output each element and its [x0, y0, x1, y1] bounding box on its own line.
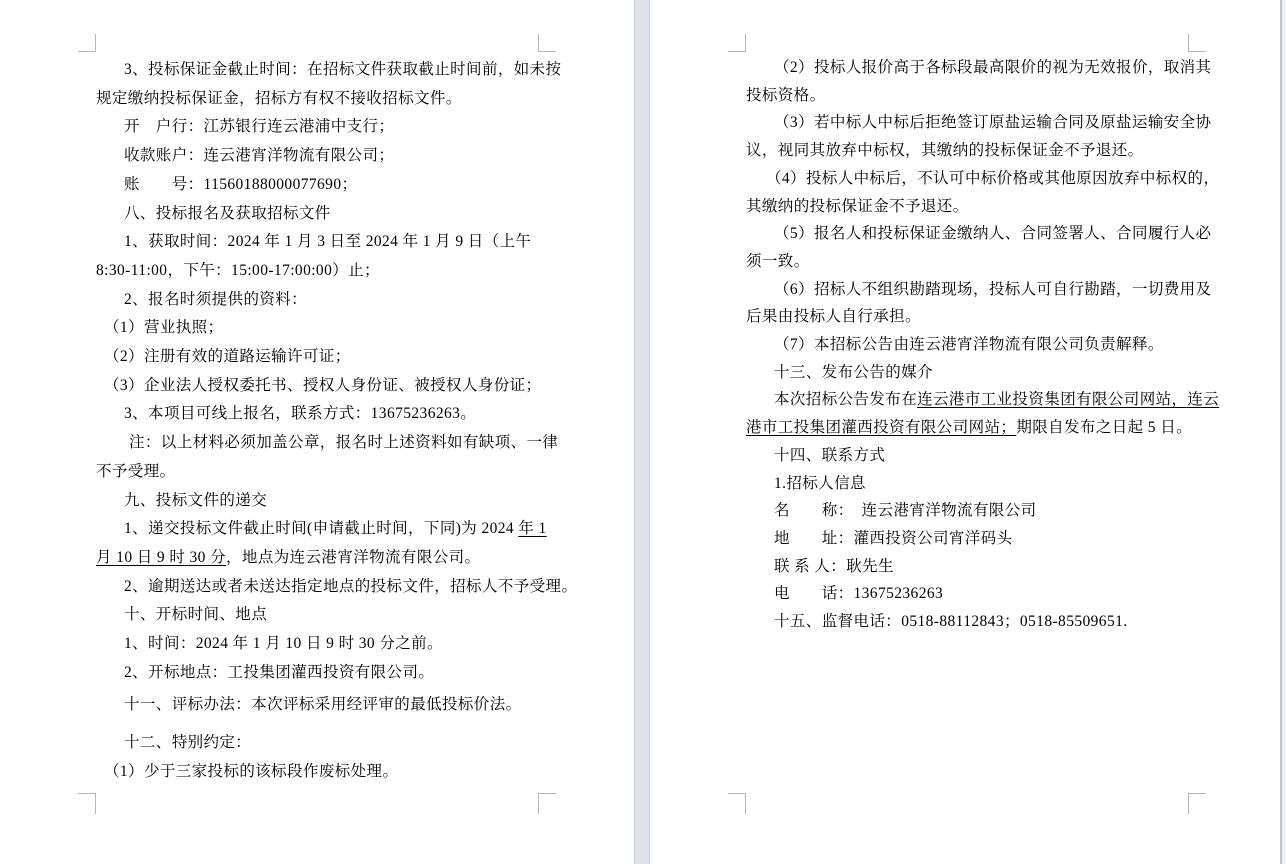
text-line[interactable]: [96, 200, 548, 229]
text-segment: （3）企业法人授权委托书、授权人身份证、被授权人身份证；: [104, 376, 542, 394]
text-segment: （4）投标人中标后，不认可中标价格或其他原因放弃中标权的，: [766, 169, 1220, 187]
text-line[interactable]: [746, 608, 1198, 636]
text-line[interactable]: [746, 359, 1198, 387]
text-line[interactable]: [96, 601, 548, 630]
text-segment: （3）若中标人中标后拒绝签订原盐运输合同及原盐运输安全协: [774, 114, 1212, 132]
text-segment: 3、投标保证金截止时间：在招标文件获取截止时间前，如未按: [124, 61, 562, 78]
text-line[interactable]: [96, 515, 548, 544]
text-segment: 账 号：11560188000077690；: [124, 175, 358, 193]
text-line[interactable]: [746, 497, 1198, 525]
text-line[interactable]: [96, 286, 548, 315]
text-segment: 3、本项目可线上报名，联系方式：13675236263。: [124, 405, 477, 423]
text-segment: 1.招标人信息: [774, 474, 866, 492]
text-line[interactable]: [746, 553, 1198, 581]
text-segment: 十一、评标办法：本次评标采用经评审的最低投标价法。: [124, 696, 522, 714]
text-segment: 不予受理。: [96, 462, 176, 480]
text-line[interactable]: [96, 630, 548, 659]
text-line[interactable]: [746, 54, 1212, 82]
text-line[interactable]: [746, 525, 1198, 553]
text-line[interactable]: [96, 314, 548, 343]
text-line[interactable]: [96, 487, 548, 516]
text-segment: 联 系 人：耿先生: [774, 557, 894, 575]
margin-crop-mark-bottom-left: [728, 793, 746, 814]
text-segment: 1、时间：2024 年 1 月 10 日 9 时 30 分之前。: [124, 635, 443, 653]
text-segment: 议，视同其放弃中标权，其缴纳的投标保证金不予退还。: [746, 142, 1144, 160]
text-segment: 十五、监督电话：0518-88112843；0518-85509651.: [774, 613, 1128, 631]
text-line[interactable]: [96, 142, 548, 171]
margin-crop-mark-bottom-right: [538, 793, 556, 814]
text-segment: 后果由投标人自行承担。: [746, 308, 921, 326]
text-line[interactable]: [746, 165, 1220, 193]
underlined-text: 年 1: [518, 520, 547, 538]
text-line[interactable]: [746, 193, 1198, 221]
text-segment: 地 址：灌西投资公司宵洋码头: [774, 529, 1013, 547]
underlined-text: 港市工投集团灌西投资有限公司网站；: [746, 419, 1017, 437]
text-line[interactable]: [96, 113, 548, 142]
text-segment: 八、投标报名及获取招标文件: [124, 204, 331, 222]
underlined-text: 连云港市工业投资集团有限公司网站，连云: [917, 391, 1220, 409]
text-segment: （2）投标人报价高于各标段最高限价的视为无效报价，取消其: [774, 59, 1212, 76]
text-line[interactable]: [96, 171, 548, 200]
text-segment: 投标资格。: [746, 86, 826, 104]
text-segment: （2）注册有效的道路运输许可证；: [104, 348, 351, 366]
text-segment: 电 话：13675236263: [774, 585, 944, 603]
text-segment: 2、报名时须提供的资料：: [124, 290, 308, 308]
text-line[interactable]: [96, 729, 548, 758]
text-line[interactable]: [96, 429, 559, 458]
text-line[interactable]: [746, 386, 1220, 414]
text-line[interactable]: [96, 343, 548, 372]
margin-crop-mark-bottom-right: [1188, 793, 1206, 814]
text-segment: 九、投标文件的递交: [124, 491, 268, 509]
text-line[interactable]: [96, 544, 548, 573]
text-line[interactable]: [96, 458, 548, 487]
text-segment: 期限自发布之日起 5 日。: [1016, 419, 1193, 437]
margin-crop-mark-bottom-left: [78, 793, 96, 814]
text-segment: 1、获取时间：2024 年 1 月 3 日至 2024 年 1 月 9 日（上午: [124, 233, 532, 251]
scrollbar-track[interactable]: [1280, 0, 1286, 864]
text-line[interactable]: [96, 691, 548, 720]
text-line[interactable]: [96, 257, 548, 286]
text-line[interactable]: [746, 82, 1198, 110]
margin-crop-mark-top-left: [728, 34, 746, 52]
text-segment: （7）本招标公告由连云港宵洋物流有限公司负责解释。: [774, 336, 1164, 354]
margin-crop-mark-top-right: [538, 34, 556, 52]
text-segment: 名 称： 连云港宵洋物流有限公司: [774, 502, 1037, 520]
text-segment: 收款账户：连云港宵洋物流有限公司；: [124, 147, 395, 165]
text-segment: ，地点为连云港宵洋物流有限公司。: [226, 548, 481, 566]
page-2-text-area[interactable]: [746, 54, 1220, 636]
text-segment: （6）招标人不组织勘踏现场，投标人可自行勘踏，一切费用及: [774, 280, 1212, 298]
text-line[interactable]: [96, 372, 548, 401]
text-line[interactable]: [96, 56, 562, 85]
text-line[interactable]: [746, 442, 1198, 470]
text-segment: （1）营业执照；: [104, 319, 224, 337]
text-line[interactable]: [746, 276, 1212, 304]
margin-crop-mark-top-left: [78, 34, 96, 52]
text-line[interactable]: [96, 400, 548, 429]
underlined-text: 月 10 日 9 时 30 分: [96, 548, 227, 566]
text-segment: （5）报名人和投标保证金缴纳人、合同签署人、合同履行人必: [774, 225, 1212, 243]
text-segment: 其缴纳的投标保证金不予退还。: [746, 197, 969, 215]
text-segment: 8:30-11:00，下午：15:00-17:00:00）止；: [96, 261, 380, 279]
text-line[interactable]: [96, 85, 548, 114]
text-segment: 注：以上材料必须加盖公章，报名时上述资料如有缺项、一律: [129, 434, 559, 452]
text-line[interactable]: [746, 248, 1198, 276]
text-line[interactable]: [96, 758, 548, 787]
text-segment: 规定缴纳投标保证金，招标方有权不接收招标文件。: [96, 89, 462, 107]
text-segment: 须一致。: [746, 252, 810, 270]
page-gap: [634, 0, 650, 864]
text-line[interactable]: [96, 659, 548, 688]
document-page-1: [0, 0, 634, 864]
text-segment: 十三、发布公告的媒介: [774, 363, 934, 381]
text-line[interactable]: [746, 303, 1198, 331]
page-1-text-area[interactable]: [96, 56, 578, 787]
text-line[interactable]: [746, 580, 1198, 608]
text-segment: 开 户行：江苏银行连云港浦中支行；: [124, 118, 395, 136]
document-page-2: [650, 0, 1280, 864]
text-line[interactable]: [96, 228, 548, 257]
text-segment: 本次招标公告发布在: [774, 391, 918, 409]
text-line[interactable]: [746, 470, 1198, 498]
text-segment: 十二、特别约定：: [124, 734, 252, 752]
text-segment: （1）少于三家投标的该标段作废标处理。: [104, 762, 399, 780]
text-line[interactable]: [746, 414, 1198, 442]
text-line[interactable]: [746, 109, 1212, 137]
text-line[interactable]: [746, 331, 1198, 359]
text-line[interactable]: [96, 573, 578, 602]
text-segment: 1、递交投标文件截止时间(申请截止时间，下同)为 2024: [124, 520, 519, 538]
text-segment: 十、开标时间、地点: [124, 606, 268, 624]
text-line[interactable]: [746, 137, 1198, 165]
text-segment: 十四、联系方式: [774, 446, 886, 464]
text-segment: 2、开标地点：工投集团灌西投资有限公司。: [124, 663, 435, 681]
margin-crop-mark-top-right: [1188, 34, 1206, 52]
text-line[interactable]: [746, 220, 1212, 248]
text-segment: 2、逾期送达或者未送达指定地点的投标文件，招标人不予受理。: [124, 577, 578, 595]
